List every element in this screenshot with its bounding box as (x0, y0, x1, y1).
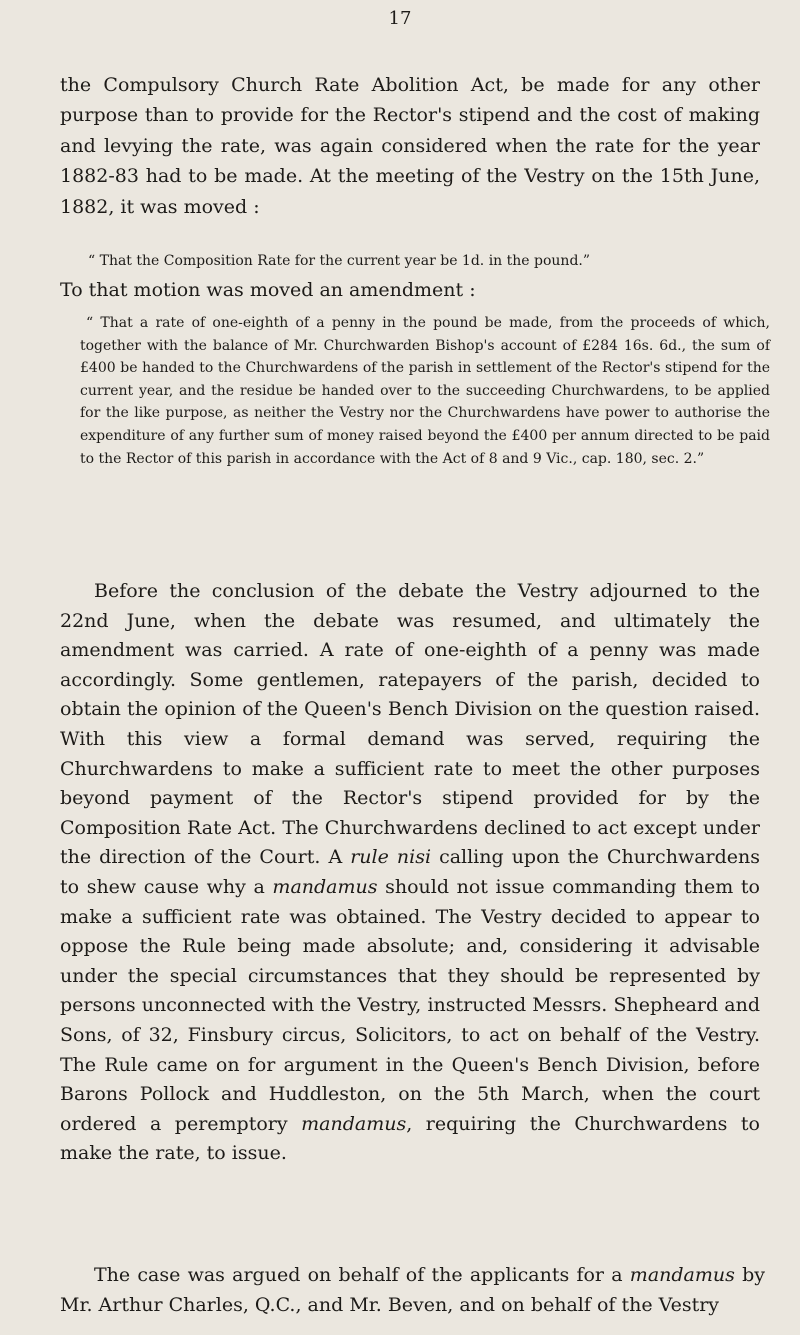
italic-term: mandamus (629, 1264, 735, 1286)
paragraph-text: Before the conclusion of the debate the Vestry adjourned to the 22nd June, when the debate was resumed, and ultimately the amendment was carried. A rate of one-eighth of a penny was made accordingly. Some gentlemen, ratepayers of the parish, decided to obtain the opinion of the Queen's Bench Division on the question raised. With this view a formal demand was served, requiring the Churchwardens to make a sufficient rate to meet the other purposes beyond payment of the Rector's stipend provided for by the Composition Rate Act. The Churchwardens declined to act except under the direction of the Court. A (60, 580, 760, 869)
paragraph-adjournment (60, 577, 760, 1169)
page-number: 17 (388, 8, 412, 29)
paragraph-argument (60, 1260, 765, 1320)
amendment-intro: To that motion was moved an amendment : (60, 279, 476, 301)
paragraph-text: , requiring the Churchwardens to make the rate, to issue. (60, 1112, 760, 1165)
amendment-quote: “ That a rate of one-eighth of a penny in the pound be made, from the proceeds of which, together with the balance of Mr. Churchwarden Bishop's account of £284 16s. 6d., the sum of £400 be handed to the Churchwardens of the parish in settlement of the Rector's stipend for the current year, and the residue be handed over to the succeeding Churchwardens, to be applied for the like purpose, as neither the Vestry nor the Churchwardens have power to authorise the expenditure of any further sum of money raised beyond the £400 per annum directed to be paid to the Rector of this parish in accordance with the Act of 8 and 9 Vic., cap. 180, sec. 2.” (80, 315, 770, 467)
italic-term: mandamus (301, 1112, 407, 1135)
paragraph-text: should not issue commanding them to make a sufficient rate was obtained. The Vestry decided to appear to oppose the Rule being made absolute; and, considering it advisable under the special circumstances that they should be represented by persons unconnected with the Vestry, instructed Messrs. Shepheard and Sons, of 32, Finsbury circus, Solicitors, to act on behalf of the Vestry. The Rule came on for argument in the Queen's Bench Division, before Barons Pollock and Huddleston, on the 5th March, when the court ordered a peremptory (60, 875, 760, 1135)
italic-term: mandamus (272, 875, 378, 898)
paragraph-text: The case was argued on behalf of the applicants for a (94, 1264, 630, 1286)
paragraph-continuation: the Compulsory Church Rate Abolition Act, be made for any other purpose than to provide for the Rector's stipend and the cost of making and levying the rate, was again considered when the rate for the year 1882-83 had to be made. At the meeting of the Vestry on the 15th June, 1882, it was moved : (60, 74, 760, 218)
paragraph-text: calling upon the Churchwardens to shew cause why a (60, 846, 760, 898)
motion-quote: “ That the Composition Rate for the current year be 1d. in the pound.” (88, 253, 591, 269)
paragraph-text: by Mr. Arthur Charles, Q.C., and Mr. Beven, and on behalf of the Vestry (60, 1264, 765, 1316)
italic-term: rule nisi (350, 846, 432, 869)
